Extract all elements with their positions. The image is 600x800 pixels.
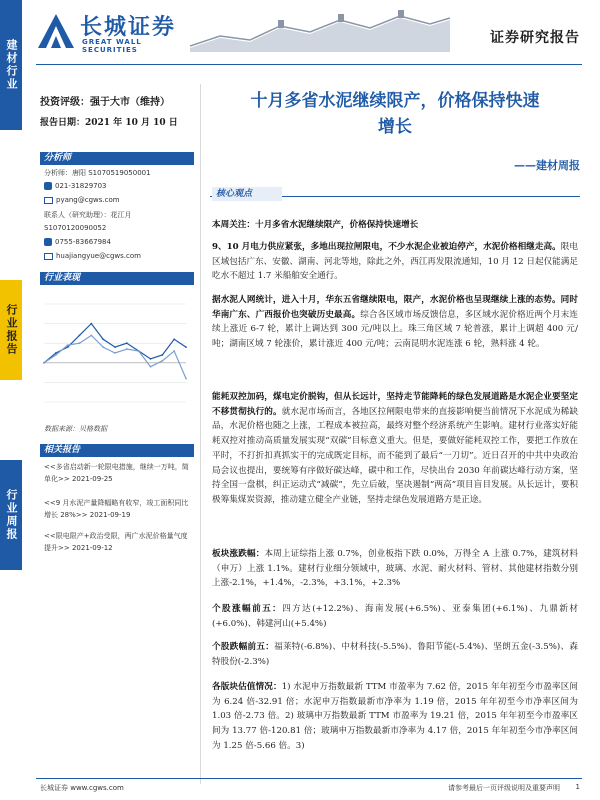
p4-bold: 板块涨跌幅：: [212, 549, 265, 559]
chart-point: [43, 362, 45, 364]
chart-source: 数据来源：贝格数据: [44, 425, 107, 433]
email-icon: [44, 197, 53, 204]
chart-point: [150, 366, 152, 368]
chart-point: [55, 352, 57, 354]
chart-point: [67, 344, 69, 346]
chart-point: [55, 354, 57, 356]
title-line-1: 十月多省水泥继续限产，价格保持快速: [250, 91, 540, 111]
logo-mark-icon: [36, 12, 76, 50]
paragraph-6: [212, 640, 578, 669]
contact-id: S1070120090052: [44, 224, 107, 232]
contact-email[interactable]: [44, 252, 141, 260]
chart-point: [161, 360, 163, 362]
p1-bold: 9、10 月电力供应紧张，多地出现拉闸限电，不少水泥企业被迫停产，水泥价格相继走高。: [212, 242, 561, 252]
paragraph-2: [212, 293, 578, 352]
p5-text: 四方达(+12.2%)、海南发展(+6.5%)、亚泰集团(+6.1%)、九鼎新材(+6.0%)、韩建河山(+5.4%): [212, 604, 578, 629]
report-type: 证券研究报告: [490, 30, 580, 46]
header-divider: [36, 64, 582, 65]
analyst-section-head: 分析师: [40, 152, 194, 165]
column-divider: [200, 84, 201, 784]
p6-text: 福莱特(-6.8%)、中材科技(-5.5%)、鲁阳节能(-5.4%)、坚朗五金(-3.5%)、森特股份(-2.3%): [212, 642, 578, 667]
investment-rating: 投资评级：强于大市（维持）: [40, 97, 170, 108]
p7-text: 1) 水泥申万指数最新 TTM 市盈率为 7.62 倍，2015 年年初至今市盈率区间为 6.24 倍-32.91 倍；水泥申万指数最新市净率为 1.19 倍，2015 年年初至今市净率区间为 1.03 倍-2.73 倍。2) 玻璃申万指数最新 TTM 市盈率为 19.21 倍，2015 年年初至今市盈率区间为 13.77 倍-120.81 倍；玻璃申万指数最新市净率为 4.17 倍，2015 年年初至今市净率区间为 1.25 倍-5.66 倍。3): [212, 682, 578, 751]
industry-trend-chart: [40, 291, 190, 421]
sidebar-label: 建材行业: [5, 39, 18, 91]
p3-bold: 能耗双控加码，煤电定价脱钩，但从长远计，坚持走节能降耗的绿色发展道路是水泥企业要坚定不移贯彻执行的。: [212, 392, 578, 417]
related-report-2[interactable]: <<9 月水泥产量降幅略有收窄，竣工面积同比增长 28%>> 2021-09-19: [44, 499, 189, 519]
p4-text: 本周上证综指上涨 0.7%，创业板指下跌 0.0%，万得全 A 上涨 0.7%，建筑材料（申万）上涨 1.1%。建材行业细分领域中，玻璃、水泥、耐火材料、管材、其他建材指数分别上涨-2.1%，+1.4%，-2.3%，+3.1%，+2.3%: [212, 549, 578, 589]
chart-point: [67, 346, 69, 348]
contact-phone: [44, 238, 111, 246]
chart-point: [114, 346, 116, 348]
p6-bold: 个股跌幅前五：: [212, 642, 275, 652]
report-title: [210, 88, 580, 140]
p7-bold: 各版块估值情况：: [212, 682, 282, 692]
great-wall-banner-image: [190, 8, 450, 52]
phone-icon: [44, 238, 52, 246]
footer-disclaimer: 请参考最后一页评级说明及重要声明: [448, 784, 560, 792]
logo-cn: 长城证券: [80, 15, 177, 40]
core-section-head: 核心观点: [212, 187, 282, 201]
chart-point: [126, 348, 128, 350]
analyst-name: 分析师：唐阳 S1070519050001: [44, 169, 151, 177]
chart-point: [126, 342, 128, 344]
p5-bold: 个股涨幅前五：: [212, 604, 283, 614]
paragraph-3: [212, 390, 578, 508]
focus-line: [212, 218, 578, 233]
p1-text: 限电区域包括广东、安徽、湖南、河北等地，除此之外，西江再发限流通知，10 月 12 日起仅能满足吃水不超过 1.7 米船舶安全通行。: [212, 242, 578, 282]
chart-point: [138, 350, 140, 352]
chart-series-line-2: [44, 335, 186, 378]
phone-icon: [44, 182, 52, 190]
chart-point: [173, 350, 175, 352]
analyst-phone-text: 021-31829703: [55, 182, 107, 190]
related-section-head: 相关报告: [40, 444, 194, 457]
page-number: 1: [575, 783, 580, 791]
analyst-email[interactable]: [44, 196, 120, 204]
analyst-email-text: pyang@cgws.com: [56, 196, 120, 204]
chart-point: [79, 334, 81, 336]
contact-name: 联系人（研究助理）：花江月: [44, 211, 132, 219]
trend-section-head: 行业表现: [40, 272, 194, 285]
logo-en: GREAT WALL SECURITIES: [82, 38, 142, 54]
chart-point: [79, 342, 81, 344]
related-report-3[interactable]: <<限电限产+政治受限，两广水泥价格量气度提升>> 2021-09-12: [44, 532, 188, 552]
paragraph-5: [212, 602, 578, 631]
paragraph-4: [212, 547, 578, 591]
sidebar-segment-report: [0, 280, 22, 380]
sidebar-label: 行业周报: [5, 489, 18, 541]
sidebar-segment-weekly: [0, 460, 22, 570]
related-report-1[interactable]: <<多省启动新一轮限电措施，继续一万吨，简单化>> 2021-09-25: [44, 463, 189, 483]
sidebar-label: 行业报告: [5, 304, 18, 356]
report-date: 报告日期：2021 年 10 月 10 日: [40, 118, 178, 128]
paragraph-1: [212, 240, 578, 284]
p3-text: 就水泥市场而言，各地区拉闸限电带来的直接影响便当前情况下水泥成为稀缺品，水泥价格也随之上涨，工程成本被拉高，最终对整个经济系统产生影响。建材行业落实好能耗双控对推动高质量发展实现“双碳”目标意义重大。但是，要做好能耗双控工作，要把工作放在平时，不打折扣真抓实干的完成既定目标，而不能到了最后“一刀切”。近日召开的中共中央政治局会议也提出，要统筹有序做好碳达峰，碳中和工作，尽快出台 2030 年前碳达峰行动方案，坚持全国一盘棋，纠正运动式“减碳”，先立后破，坚决遏制“两高”项目盲目发展。从长远计，要积极筹集煤炭资源，推动建立健全产业链，坚持走绿色发展道路方是正途。: [212, 406, 578, 505]
chart-point: [185, 346, 187, 348]
chart-point: [102, 338, 104, 340]
chart-point: [185, 378, 187, 380]
chart-point: [90, 323, 92, 325]
focus-text: 本周关注：十月多省水泥继续限产，价格保持快速增长: [212, 220, 419, 230]
contact-email-text: huajiangyue@cgws.com: [56, 252, 141, 260]
p2-text: 综合各区域市场反馈信息，多区域水泥价格近两个月末连续上涨近 6-7 轮，累计上调达到 300 元/吨以上。珠三角区域 7 轮普涨，累计上调超 400 元/吨；湖南区域 7 轮涨价，累计涨近 400 元/吨；云南昆明水泥连涨 6 轮，熟料涨 4 轮。: [212, 309, 578, 350]
chart-point: [150, 358, 152, 360]
title-line-2: 增长: [378, 117, 412, 137]
chart-point: [90, 334, 92, 336]
footer-divider: [36, 778, 582, 779]
chart-point: [102, 346, 104, 348]
chart-point: [114, 352, 116, 354]
chart-point: [161, 354, 163, 356]
email-icon: [44, 253, 53, 260]
footer-site[interactable]: 长城证券 www.cgws.com: [40, 784, 124, 792]
paragraph-7: [212, 680, 578, 754]
p2-bold: 据水泥人网统计，进入十月，华东五省继续限电，限产，水泥价格也呈现继续上涨的态势。同时华南广东、广西报价也突破历史最高。: [212, 295, 578, 320]
contact-phone-text: 0755-83667984: [55, 238, 111, 246]
chart-point: [173, 338, 175, 340]
company-logo: [36, 12, 186, 54]
sidebar-segment-industry: [0, 0, 22, 130]
report-subtitle: ——建材周报: [514, 159, 580, 172]
analyst-phone: [44, 182, 107, 190]
